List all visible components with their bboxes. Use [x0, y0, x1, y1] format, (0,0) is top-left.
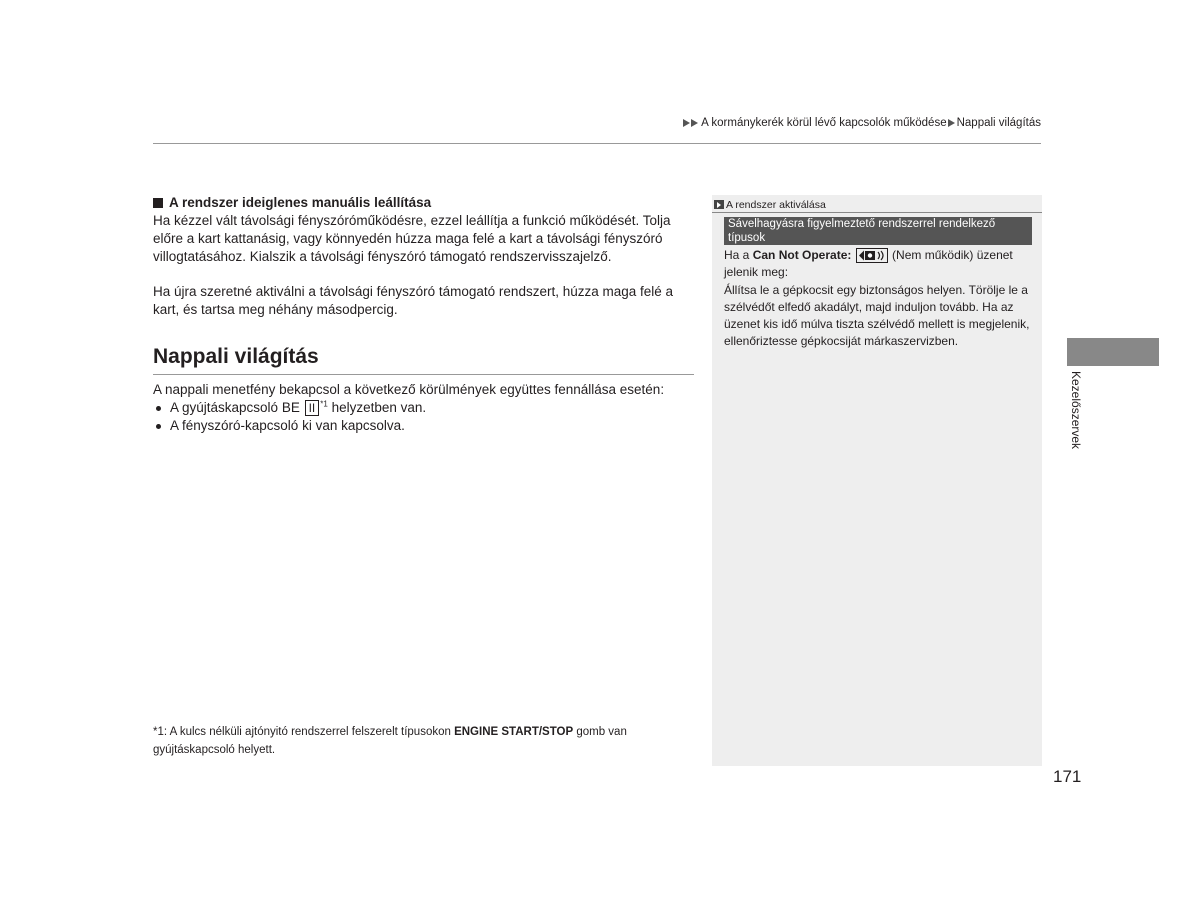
- sidebar-line-start: Ha a: [724, 248, 753, 262]
- paragraph-reactivate: Ha újra szeretné aktiválni a távolsági fényszóró támogató rendszert, húzza maga felé a kart, és tartsa meg néhány másodpercig.: [153, 284, 674, 317]
- list-item: A fényszóró-kapcsoló ki van kapcsolva.: [153, 417, 694, 435]
- condition-list: [153, 399, 694, 435]
- footnote-ref[interactable]: *1: [320, 399, 328, 409]
- section-title: Nappali világítás: [153, 344, 694, 375]
- breadcrumb-arrow-icon: [691, 119, 698, 127]
- square-bullet-icon: [153, 198, 163, 208]
- model-tag: Sávelhagyásra figyelmeztető rendszerrel rendelkező típusok: [724, 217, 1032, 245]
- bullet1-text: A gyújtáskapcsoló BE: [170, 400, 300, 415]
- footnote: [153, 723, 694, 759]
- footnote-text-after: gomb van gyújtáskapcsoló helyett.: [153, 726, 627, 756]
- breadcrumb-parent[interactable]: A kormánykerék körül lévő kapcsolók működése: [701, 117, 947, 129]
- ignition-position-key: II: [305, 400, 320, 416]
- footnote-marker: *1: [153, 726, 164, 738]
- sidebar-paragraph: Állítsa le a gépkocsit egy biztonságos helyen. Törölje le a szélvédőt elfedő akadályt, majd induljon tovább. Ha az üzenet kis idő múlva tiszta szélvédő mellett is megjelenik, ellenőriztesse gépkocsiját márkaszervizben.: [724, 283, 1030, 348]
- sidebar-body: [712, 213, 1042, 350]
- sidebar-heading: [712, 195, 1042, 213]
- sidebar-line-end: (Nem működik) üzenet jelenik meg:: [724, 248, 1013, 279]
- subsection-heading: [153, 194, 694, 212]
- chapter-label: Kezelőszervek: [1069, 371, 1083, 450]
- chapter-tab: [1067, 338, 1159, 366]
- camera-message-icon: [856, 248, 888, 263]
- sidebar-message-line: [724, 247, 1032, 281]
- breadcrumb-arrow-icon: [948, 119, 955, 127]
- sidebar-line-bold: Can Not Operate:: [752, 248, 852, 262]
- paragraph-manual-off: Ha kézzel vált távolsági fényszóróműködésre, ezzel leállítja a funkció működését. Tolja előre a kart kattanásig, vagy könnyedén húzza maga felé a kart a távolsági fényszóró villogtatásához. Kialszik a távolsági fényszóró támogató rendszervisszajelző.: [153, 213, 671, 264]
- section-intro: A nappali menetfény bekapcsol a következő körülmények együttes fennállása esetén:: [153, 382, 665, 397]
- footnote-bold: ENGINE START/STOP: [454, 726, 574, 738]
- reference-arrow-icon: [714, 200, 724, 209]
- list-item: [153, 399, 694, 417]
- footnote-text: : A kulcs nélküli ajtónyitó rendszerrel felszerelt típusokon: [163, 726, 455, 738]
- breadcrumb: [683, 117, 1041, 129]
- main-column: [153, 194, 694, 435]
- subsection-heading-text: A rendszer ideiglenes manuális leállítása: [169, 195, 432, 210]
- breadcrumb-current: Nappali világítás: [956, 117, 1041, 129]
- header-divider: [153, 143, 1041, 144]
- page-number: 171: [1053, 767, 1082, 786]
- breadcrumb-arrow-icon: [683, 119, 690, 127]
- bullet1-text-after: helyzetben van.: [327, 400, 427, 415]
- sidebar-title: A rendszer aktiválása: [726, 198, 826, 211]
- sidebar-note: [712, 195, 1042, 766]
